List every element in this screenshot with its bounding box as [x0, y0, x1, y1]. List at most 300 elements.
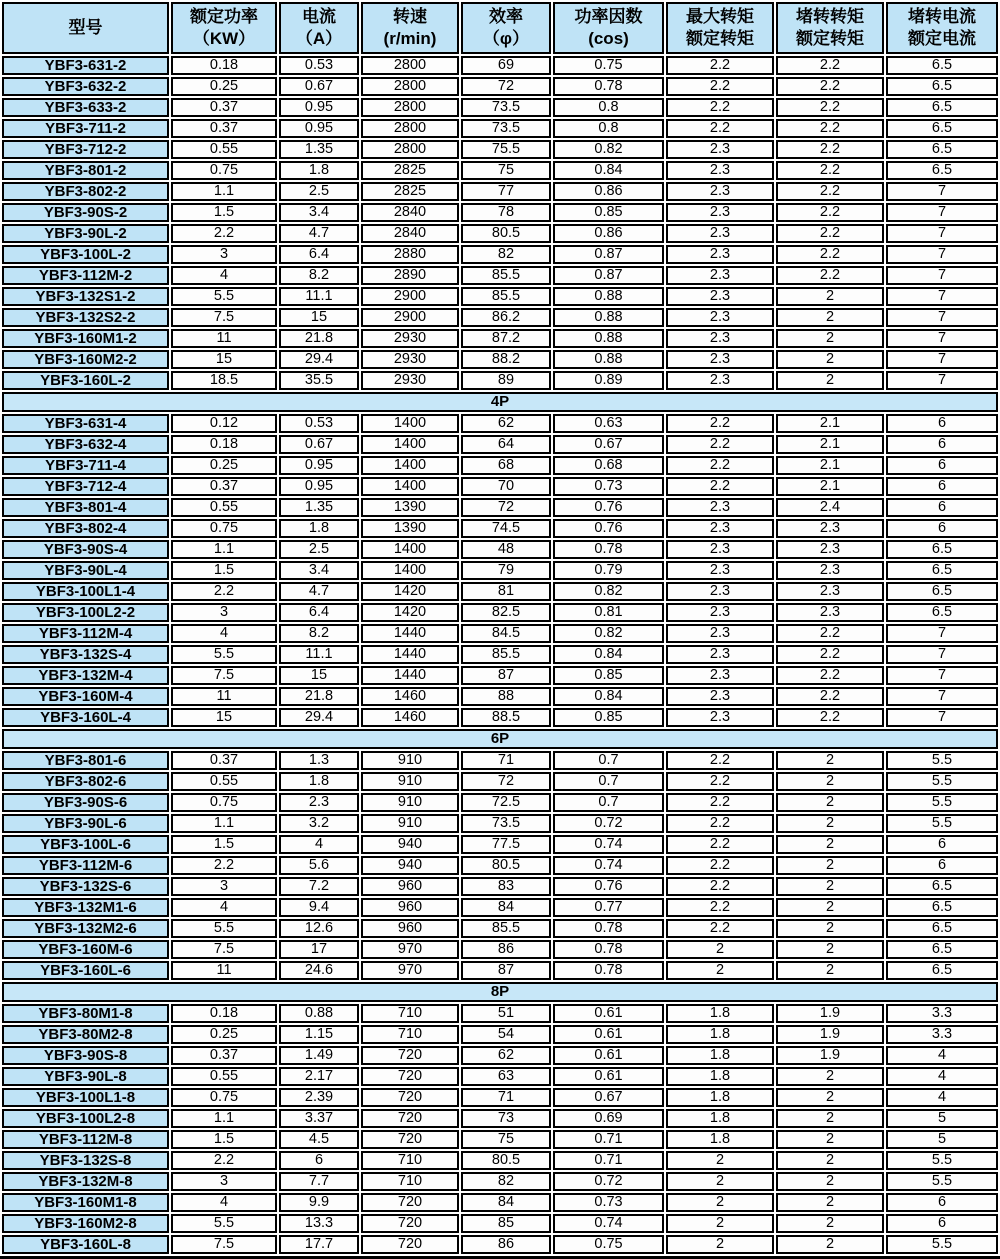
value-cell: 2930: [361, 329, 459, 348]
value-cell: 2: [776, 919, 884, 938]
value-cell: 2.3: [666, 666, 774, 685]
model-cell: YBF3-632-2: [2, 77, 169, 96]
value-cell: 21.8: [279, 329, 359, 348]
col-header-label: 最大转矩: [686, 6, 754, 26]
value-cell: 68: [461, 456, 551, 475]
value-cell: 2.3: [666, 182, 774, 201]
value-cell: 4: [171, 1193, 277, 1212]
model-cell: YBF3-132S-6: [2, 877, 169, 896]
value-cell: 2.2: [666, 835, 774, 854]
value-cell: 6.5: [886, 919, 998, 938]
value-cell: 1440: [361, 624, 459, 643]
value-cell: 2.3: [666, 140, 774, 159]
value-cell: 2: [776, 371, 884, 390]
value-cell: 970: [361, 961, 459, 980]
col-header-label: 额定功率: [190, 6, 258, 26]
value-cell: 2.2: [171, 224, 277, 243]
value-cell: 0.86: [553, 182, 664, 201]
value-cell: 77.5: [461, 835, 551, 854]
value-cell: 0.8: [553, 98, 664, 117]
value-cell: 6: [886, 835, 998, 854]
value-cell: 0.37: [171, 477, 277, 496]
value-cell: 2.3: [666, 266, 774, 285]
value-cell: 2.3: [666, 161, 774, 180]
value-cell: 2840: [361, 203, 459, 222]
value-cell: 79: [461, 561, 551, 580]
table-body: [2, 56, 998, 1254]
value-cell: 960: [361, 919, 459, 938]
value-cell: 2800: [361, 119, 459, 138]
value-cell: 0.63: [553, 414, 664, 433]
table-row: [2, 793, 998, 812]
value-cell: 0.86: [553, 224, 664, 243]
value-cell: 8.2: [279, 266, 359, 285]
value-cell: 0.95: [279, 98, 359, 117]
col-header-speed: [361, 2, 459, 54]
value-cell: 3.3: [886, 1004, 998, 1023]
value-cell: 0.37: [171, 1046, 277, 1065]
value-cell: 2.3: [666, 329, 774, 348]
value-cell: 0.76: [553, 519, 664, 538]
model-cell: YBF3-100L1-8: [2, 1088, 169, 1107]
value-cell: 1.5: [171, 835, 277, 854]
value-cell: 2.2: [776, 140, 884, 159]
table-row: [2, 1109, 998, 1128]
value-cell: 2: [776, 1088, 884, 1107]
value-cell: 88.2: [461, 350, 551, 369]
value-cell: 17: [279, 940, 359, 959]
value-cell: 6: [886, 856, 998, 875]
value-cell: 0.73: [553, 477, 664, 496]
value-cell: 6: [886, 1193, 998, 1212]
value-cell: 0.53: [279, 414, 359, 433]
table-row: [2, 119, 998, 138]
value-cell: 0.61: [553, 1025, 664, 1044]
value-cell: 0.72: [553, 1172, 664, 1191]
table-row: [2, 582, 998, 601]
value-cell: 86: [461, 940, 551, 959]
model-cell: YBF3-112M-6: [2, 856, 169, 875]
table-row: [2, 1151, 998, 1170]
value-cell: 2.2: [666, 98, 774, 117]
value-cell: 0.67: [553, 435, 664, 454]
value-cell: 48: [461, 540, 551, 559]
value-cell: 2.2: [666, 477, 774, 496]
value-cell: 7: [886, 329, 998, 348]
value-cell: 7: [886, 245, 998, 264]
value-cell: 11: [171, 329, 277, 348]
value-cell: 0.82: [553, 582, 664, 601]
value-cell: 75: [461, 161, 551, 180]
table-row: [2, 287, 998, 306]
value-cell: 0.75: [171, 161, 277, 180]
value-cell: 1440: [361, 666, 459, 685]
value-cell: 4: [886, 1046, 998, 1065]
col-header-unit: (cos): [588, 29, 629, 48]
value-cell: 15: [279, 666, 359, 685]
table-row: [2, 1046, 998, 1065]
model-cell: YBF3-112M-4: [2, 624, 169, 643]
model-cell: YBF3-712-2: [2, 140, 169, 159]
value-cell: 7.5: [171, 666, 277, 685]
value-cell: 2: [666, 1193, 774, 1212]
value-cell: 2: [776, 287, 884, 306]
value-cell: 2: [776, 751, 884, 770]
value-cell: 720: [361, 1088, 459, 1107]
value-cell: 87: [461, 666, 551, 685]
model-cell: YBF3-802-4: [2, 519, 169, 538]
table-row: [2, 687, 998, 706]
table-row: [2, 666, 998, 685]
value-cell: 7: [886, 308, 998, 327]
value-cell: 6.5: [886, 898, 998, 917]
table-row: [2, 224, 998, 243]
value-cell: 2: [776, 1109, 884, 1128]
value-cell: 2.39: [279, 1088, 359, 1107]
value-cell: 0.74: [553, 835, 664, 854]
value-cell: 2.2: [776, 708, 884, 727]
model-cell: YBF3-160L-2: [2, 371, 169, 390]
value-cell: 80.5: [461, 1151, 551, 1170]
value-cell: 6: [886, 498, 998, 517]
value-cell: 1.8: [279, 772, 359, 791]
value-cell: 72: [461, 772, 551, 791]
value-cell: 0.78: [553, 919, 664, 938]
value-cell: 1.5: [171, 1130, 277, 1149]
table-row: [2, 708, 998, 727]
value-cell: 6.4: [279, 603, 359, 622]
value-cell: 29.4: [279, 708, 359, 727]
col-header-unit: （φ）: [482, 29, 530, 48]
value-cell: 4: [279, 835, 359, 854]
value-cell: 1.8: [666, 1004, 774, 1023]
table-row: [2, 540, 998, 559]
value-cell: 2.4: [776, 498, 884, 517]
value-cell: 5.5: [886, 814, 998, 833]
value-cell: 2.3: [776, 540, 884, 559]
value-cell: 2900: [361, 287, 459, 306]
value-cell: 6.5: [886, 98, 998, 117]
value-cell: 73: [461, 1109, 551, 1128]
value-cell: 0.95: [279, 119, 359, 138]
table-row: [2, 772, 998, 791]
section-label: 8P: [2, 982, 998, 1002]
value-cell: 18.5: [171, 371, 277, 390]
model-cell: YBF3-160M1-2: [2, 329, 169, 348]
value-cell: 0.61: [553, 1067, 664, 1086]
model-cell: YBF3-132M-4: [2, 666, 169, 685]
table-row: [2, 835, 998, 854]
value-cell: 2.3: [666, 371, 774, 390]
value-cell: 0.95: [279, 456, 359, 475]
value-cell: 1.9: [776, 1046, 884, 1065]
value-cell: 74.5: [461, 519, 551, 538]
value-cell: 0.72: [553, 814, 664, 833]
value-cell: 73.5: [461, 814, 551, 833]
value-cell: 2: [776, 308, 884, 327]
table-row: [2, 414, 998, 433]
value-cell: 5: [886, 1109, 998, 1128]
value-cell: 1400: [361, 456, 459, 475]
value-cell: 24.6: [279, 961, 359, 980]
value-cell: 1.8: [666, 1088, 774, 1107]
value-cell: 2: [776, 793, 884, 812]
value-cell: 2.2: [666, 898, 774, 917]
value-cell: 5.5: [171, 1214, 277, 1233]
value-cell: 6.5: [886, 119, 998, 138]
value-cell: 0.75: [171, 793, 277, 812]
value-cell: 0.78: [553, 940, 664, 959]
value-cell: 0.77: [553, 898, 664, 917]
value-cell: 6.5: [886, 877, 998, 896]
value-cell: 1.8: [666, 1046, 774, 1065]
value-cell: 1.5: [171, 561, 277, 580]
value-cell: 0.37: [171, 751, 277, 770]
value-cell: 0.67: [279, 77, 359, 96]
value-cell: 2.2: [776, 645, 884, 664]
value-cell: 2930: [361, 350, 459, 369]
model-cell: YBF3-160M2-8: [2, 1214, 169, 1233]
value-cell: 0.81: [553, 603, 664, 622]
value-cell: 2.3: [666, 498, 774, 517]
value-cell: 64: [461, 435, 551, 454]
value-cell: 720: [361, 1109, 459, 1128]
col-header-max-torque-ratio: [666, 2, 774, 54]
value-cell: 0.87: [553, 266, 664, 285]
col-header-rated-power: [171, 2, 277, 54]
col-header-locked-current-ratio: [886, 2, 998, 54]
value-cell: 2840: [361, 224, 459, 243]
value-cell: 5.5: [886, 1235, 998, 1254]
value-cell: 2.2: [776, 182, 884, 201]
value-cell: 2.3: [666, 308, 774, 327]
value-cell: 2.2: [776, 687, 884, 706]
value-cell: 85.5: [461, 266, 551, 285]
value-cell: 4.7: [279, 582, 359, 601]
value-cell: 0.95: [279, 477, 359, 496]
model-cell: YBF3-100L-6: [2, 835, 169, 854]
value-cell: 2.3: [666, 224, 774, 243]
value-cell: 0.73: [553, 1193, 664, 1212]
value-cell: 1400: [361, 477, 459, 496]
value-cell: 2: [776, 1214, 884, 1233]
value-cell: 2.2: [171, 582, 277, 601]
value-cell: 0.88: [553, 350, 664, 369]
table-row: [2, 245, 998, 264]
model-cell: YBF3-711-2: [2, 119, 169, 138]
value-cell: 2: [666, 940, 774, 959]
value-cell: 84.5: [461, 624, 551, 643]
value-cell: 1390: [361, 498, 459, 517]
value-cell: 1420: [361, 603, 459, 622]
value-cell: 7: [886, 182, 998, 201]
value-cell: 4: [171, 624, 277, 643]
model-cell: YBF3-80M2-8: [2, 1025, 169, 1044]
value-cell: 2.3: [776, 603, 884, 622]
value-cell: 6.5: [886, 561, 998, 580]
value-cell: 1.1: [171, 1109, 277, 1128]
value-cell: 2: [776, 1172, 884, 1191]
value-cell: 6.5: [886, 940, 998, 959]
value-cell: 1440: [361, 645, 459, 664]
model-cell: YBF3-90S-6: [2, 793, 169, 812]
model-cell: YBF3-160L-8: [2, 1235, 169, 1254]
value-cell: 0.25: [171, 456, 277, 475]
model-cell: YBF3-90L-8: [2, 1067, 169, 1086]
value-cell: 0.75: [171, 1088, 277, 1107]
value-cell: 2.5: [279, 182, 359, 201]
value-cell: 0.8: [553, 119, 664, 138]
value-cell: 69: [461, 56, 551, 75]
value-cell: 720: [361, 1214, 459, 1233]
value-cell: 4.7: [279, 224, 359, 243]
value-cell: 84: [461, 898, 551, 917]
value-cell: 0.7: [553, 772, 664, 791]
value-cell: 11.1: [279, 287, 359, 306]
value-cell: 710: [361, 1151, 459, 1170]
table-row: [2, 561, 998, 580]
value-cell: 5.5: [886, 1151, 998, 1170]
value-cell: 2: [776, 835, 884, 854]
value-cell: 6.5: [886, 77, 998, 96]
value-cell: 2: [776, 961, 884, 980]
table-row: [2, 56, 998, 75]
value-cell: 85.5: [461, 919, 551, 938]
value-cell: 88.5: [461, 708, 551, 727]
value-cell: 7: [886, 203, 998, 222]
value-cell: 720: [361, 1046, 459, 1065]
value-cell: 82.5: [461, 603, 551, 622]
col-header-label: 堵转电流: [908, 6, 976, 26]
value-cell: 2.2: [776, 624, 884, 643]
value-cell: 11: [171, 961, 277, 980]
value-cell: 1.8: [666, 1025, 774, 1044]
model-cell: YBF3-631-2: [2, 56, 169, 75]
value-cell: 70: [461, 477, 551, 496]
value-cell: 3.37: [279, 1109, 359, 1128]
value-cell: 0.74: [553, 1214, 664, 1233]
value-cell: 7: [886, 687, 998, 706]
value-cell: 7: [886, 624, 998, 643]
value-cell: 2.3: [666, 687, 774, 706]
value-cell: 2.2: [666, 814, 774, 833]
value-cell: 1.8: [666, 1109, 774, 1128]
value-cell: 910: [361, 793, 459, 812]
value-cell: 6.5: [886, 140, 998, 159]
value-cell: 13.3: [279, 1214, 359, 1233]
value-cell: 0.84: [553, 161, 664, 180]
model-cell: YBF3-132S-4: [2, 645, 169, 664]
table-row: [2, 266, 998, 285]
model-cell: YBF3-132S2-2: [2, 308, 169, 327]
value-cell: 2890: [361, 266, 459, 285]
model-cell: YBF3-90L-2: [2, 224, 169, 243]
value-cell: 2.2: [776, 666, 884, 685]
value-cell: 2: [776, 772, 884, 791]
table-row: [2, 1067, 998, 1086]
value-cell: 6: [886, 519, 998, 538]
value-cell: 6.5: [886, 603, 998, 622]
value-cell: 9.4: [279, 898, 359, 917]
value-cell: 83: [461, 877, 551, 896]
value-cell: 0.71: [553, 1151, 664, 1170]
value-cell: 2.2: [666, 751, 774, 770]
table-row: [2, 477, 998, 496]
value-cell: 2.1: [776, 456, 884, 475]
value-cell: 2: [776, 1151, 884, 1170]
model-cell: YBF3-112M-2: [2, 266, 169, 285]
value-cell: 89: [461, 371, 551, 390]
value-cell: 1.1: [171, 814, 277, 833]
value-cell: 75: [461, 1130, 551, 1149]
value-cell: 2.3: [666, 350, 774, 369]
section-row: [2, 392, 998, 412]
value-cell: 7: [886, 266, 998, 285]
value-cell: 7.5: [171, 1235, 277, 1254]
value-cell: 0.88: [553, 329, 664, 348]
value-cell: 2: [776, 1193, 884, 1212]
table-row: [2, 456, 998, 475]
value-cell: 7: [886, 224, 998, 243]
table-row: [2, 435, 998, 454]
model-cell: YBF3-132S1-2: [2, 287, 169, 306]
value-cell: 7: [886, 666, 998, 685]
model-cell: YBF3-711-4: [2, 456, 169, 475]
value-cell: 7.7: [279, 1172, 359, 1191]
value-cell: 2.3: [666, 624, 774, 643]
value-cell: 7.2: [279, 877, 359, 896]
value-cell: 7.5: [171, 940, 277, 959]
value-cell: 0.75: [553, 56, 664, 75]
value-cell: 8.2: [279, 624, 359, 643]
value-cell: 1.8: [666, 1067, 774, 1086]
model-cell: YBF3-100L1-4: [2, 582, 169, 601]
value-cell: 6: [886, 1214, 998, 1233]
value-cell: 970: [361, 940, 459, 959]
value-cell: 2800: [361, 140, 459, 159]
value-cell: 2.2: [776, 245, 884, 264]
value-cell: 1400: [361, 414, 459, 433]
table-row: [2, 603, 998, 622]
value-cell: 15: [279, 308, 359, 327]
value-cell: 0.78: [553, 77, 664, 96]
model-cell: YBF3-80M1-8: [2, 1004, 169, 1023]
table-row: [2, 919, 998, 938]
value-cell: 720: [361, 1067, 459, 1086]
value-cell: 2.3: [666, 582, 774, 601]
value-cell: 4: [171, 266, 277, 285]
model-cell: YBF3-802-6: [2, 772, 169, 791]
value-cell: 0.85: [553, 708, 664, 727]
value-cell: 5.5: [886, 772, 998, 791]
model-cell: YBF3-160M-6: [2, 940, 169, 959]
table-row: [2, 371, 998, 390]
section-row: [2, 729, 998, 749]
value-cell: 2: [666, 1214, 774, 1233]
model-cell: YBF3-90S-2: [2, 203, 169, 222]
value-cell: 1390: [361, 519, 459, 538]
table-row: [2, 308, 998, 327]
value-cell: 910: [361, 772, 459, 791]
value-cell: 0.79: [553, 561, 664, 580]
table-row: [2, 1025, 998, 1044]
value-cell: 0.76: [553, 498, 664, 517]
value-cell: 0.55: [171, 772, 277, 791]
value-cell: 1420: [361, 582, 459, 601]
value-cell: 6.5: [886, 961, 998, 980]
col-header-label2: 额定电流: [908, 29, 976, 48]
value-cell: 940: [361, 856, 459, 875]
